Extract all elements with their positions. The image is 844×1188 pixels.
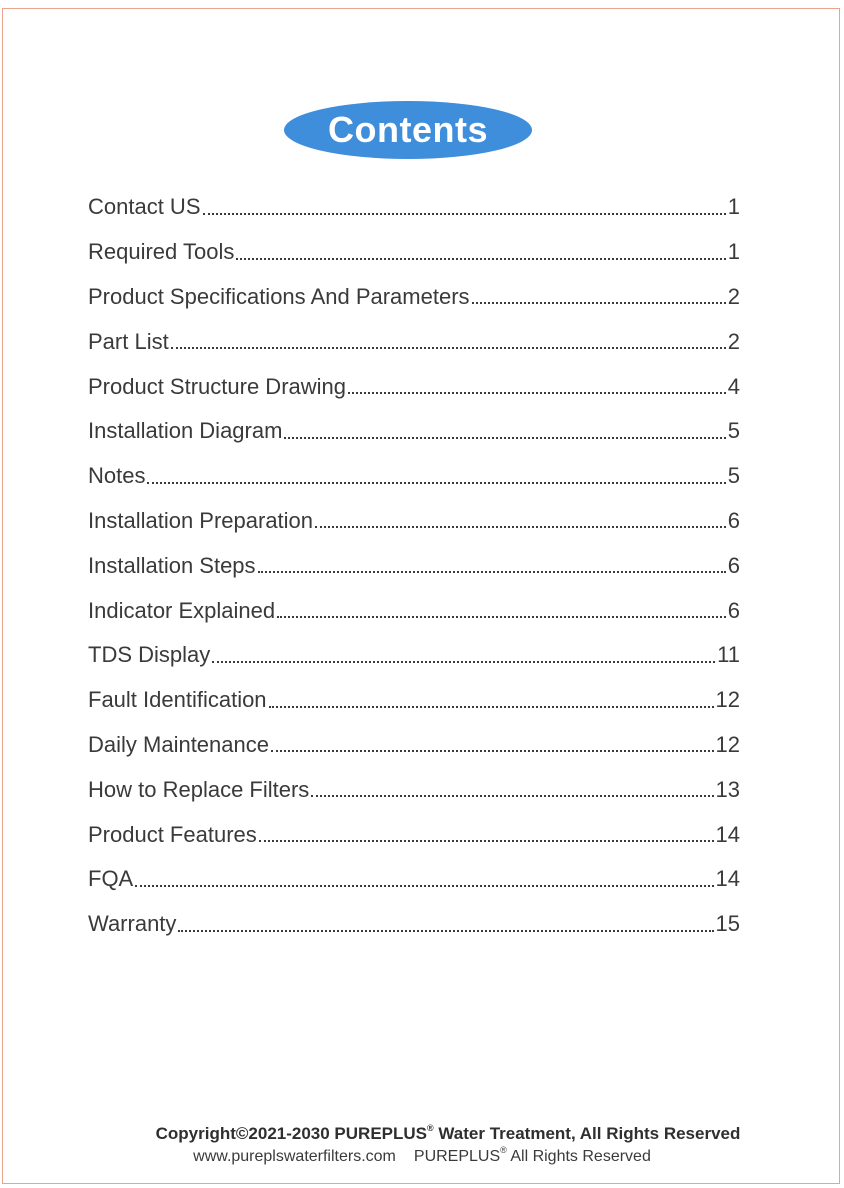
toc-entry[interactable] xyxy=(88,857,740,902)
toc-page-number: 11 xyxy=(717,642,740,668)
toc-leader-dots xyxy=(348,390,726,394)
toc-label: Required Tools xyxy=(88,239,235,265)
toc-label: Part List xyxy=(88,328,169,354)
toc-label: Daily Maintenance xyxy=(88,731,269,757)
toc-page-number: 12 xyxy=(715,687,740,713)
rights-text: All Rights Reserved xyxy=(510,1148,651,1165)
toc-page-number: 14 xyxy=(715,821,740,847)
toc-leader-dots xyxy=(212,659,715,663)
toc-page-number: 5 xyxy=(727,418,740,444)
toc-label: How to Replace Filters xyxy=(88,776,310,802)
toc-entry[interactable] xyxy=(88,364,740,409)
registered-mark: ® xyxy=(427,1123,434,1133)
table-of-contents xyxy=(88,185,740,947)
toc-page-number: 1 xyxy=(727,194,740,220)
toc-entry[interactable] xyxy=(88,319,740,364)
toc-entry[interactable] xyxy=(88,767,740,812)
toc-page-number: 13 xyxy=(715,776,740,802)
toc-label: Installation Steps xyxy=(88,552,256,578)
toc-page-number: 2 xyxy=(727,283,740,309)
toc-leader-dots xyxy=(284,435,725,439)
toc-entry[interactable] xyxy=(88,812,740,857)
toc-leader-dots xyxy=(171,345,726,349)
toc-entry[interactable] xyxy=(88,275,740,320)
toc-page-number: 15 xyxy=(715,911,740,937)
footer-brand-line xyxy=(0,1145,844,1166)
copyright-notice xyxy=(0,1124,844,1144)
toc-label: Notes xyxy=(88,463,146,489)
toc-label: FQA xyxy=(88,866,134,892)
page-title: Contents xyxy=(328,109,488,150)
toc-page-number: 4 xyxy=(727,373,740,399)
toc-label: Installation Preparation xyxy=(88,507,314,533)
toc-page-number: 6 xyxy=(727,597,740,623)
toc-leader-dots xyxy=(236,256,725,260)
toc-page-number: 2 xyxy=(727,328,740,354)
toc-leader-dots xyxy=(178,928,713,932)
toc-page-number: 14 xyxy=(715,866,740,892)
toc-label: Product Structure Drawing xyxy=(88,373,346,399)
toc-label: Fault Identification xyxy=(88,687,267,713)
toc-entry[interactable] xyxy=(88,454,740,499)
toc-leader-dots xyxy=(135,883,713,887)
toc-leader-dots xyxy=(277,614,726,618)
toc-leader-dots xyxy=(258,569,726,573)
toc-entry[interactable] xyxy=(88,230,740,275)
copyright-prefix: Copyright©2021-2030 PUREPLUS xyxy=(155,1124,427,1143)
toc-leader-dots xyxy=(472,300,726,304)
toc-entry[interactable] xyxy=(88,409,740,454)
brand-name: PUREPLUS xyxy=(413,1148,501,1165)
toc-page-number: 6 xyxy=(727,552,740,578)
toc-leader-dots xyxy=(271,748,714,752)
toc-label: TDS Display xyxy=(88,642,211,668)
toc-leader-dots xyxy=(269,704,714,708)
toc-entry[interactable] xyxy=(88,633,740,678)
toc-leader-dots xyxy=(259,838,714,842)
toc-leader-dots xyxy=(147,480,725,484)
toc-label: Warranty xyxy=(88,911,177,937)
toc-page-number: 12 xyxy=(715,731,740,757)
toc-page-number: 5 xyxy=(727,463,740,489)
toc-label: Product Specifications And Parameters xyxy=(88,283,470,309)
toc-entry[interactable] xyxy=(88,902,740,947)
contents-title-badge xyxy=(284,101,532,159)
toc-leader-dots xyxy=(315,524,726,528)
toc-label: Product Features xyxy=(88,821,257,847)
registered-mark: ® xyxy=(500,1145,507,1155)
toc-label: Installation Diagram xyxy=(88,418,283,444)
toc-entry[interactable] xyxy=(88,185,740,230)
toc-entry[interactable] xyxy=(88,678,740,723)
toc-entry[interactable] xyxy=(88,499,740,544)
toc-label: Indicator Explained xyxy=(88,597,276,623)
toc-leader-dots xyxy=(203,211,726,215)
toc-entry[interactable] xyxy=(88,723,740,768)
copyright-suffix: Water Treatment, All Rights Reserved xyxy=(438,1124,741,1143)
toc-page-number: 1 xyxy=(727,239,740,265)
toc-entry[interactable] xyxy=(88,588,740,633)
page-footer xyxy=(0,1124,844,1166)
toc-entry[interactable] xyxy=(88,543,740,588)
toc-label: Contact US xyxy=(88,194,201,220)
toc-leader-dots xyxy=(311,793,713,797)
website-link[interactable]: www.pureplswaterfilters.com xyxy=(193,1148,396,1165)
toc-page-number: 6 xyxy=(727,507,740,533)
